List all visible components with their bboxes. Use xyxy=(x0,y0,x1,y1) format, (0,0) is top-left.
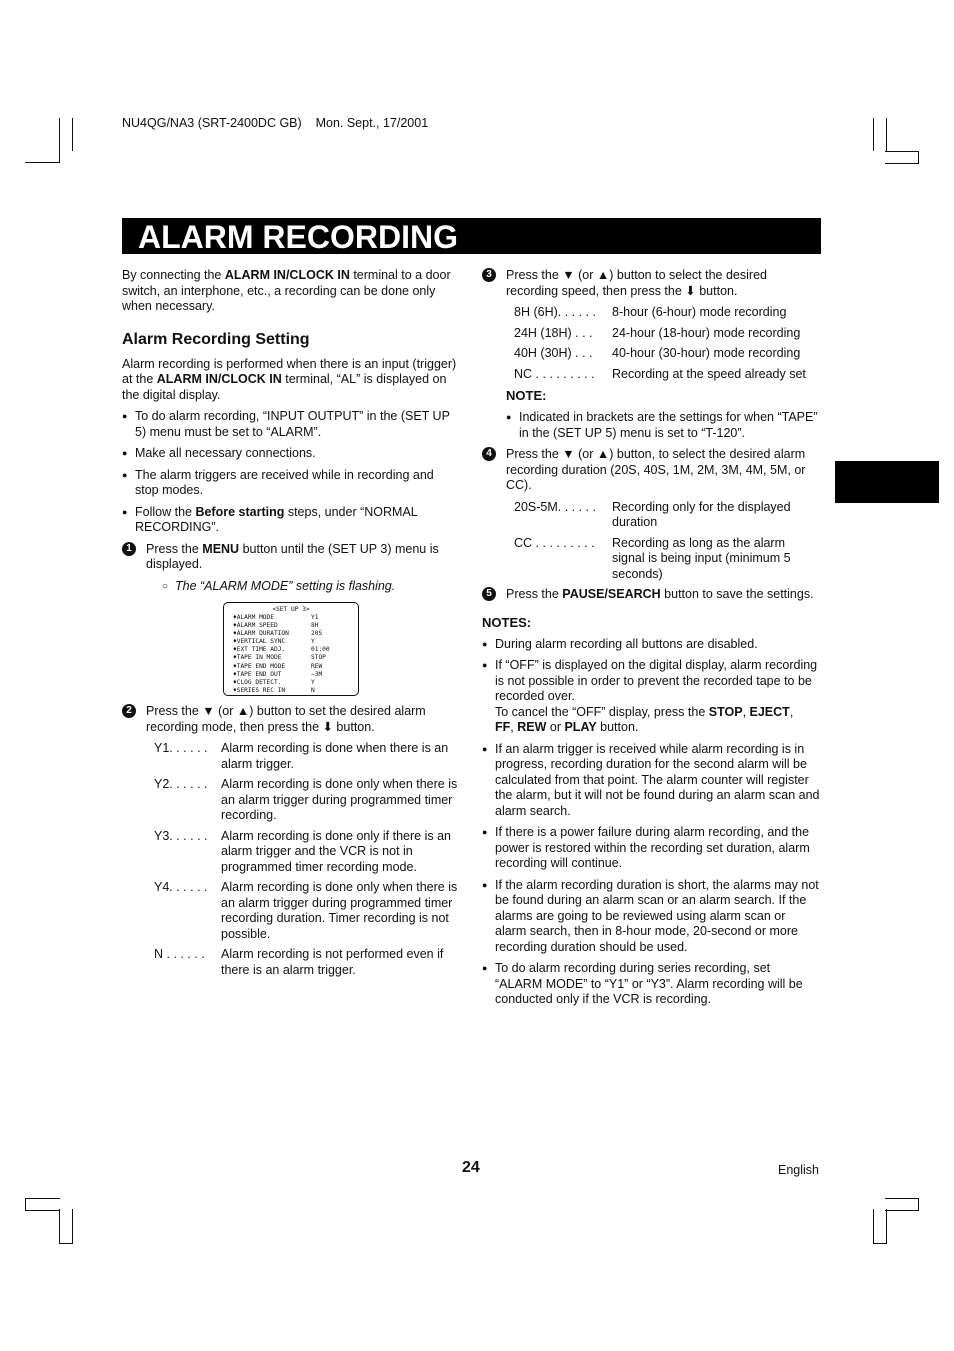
notes-item: ● If there is a power failure during alarm recording, and the power is restored within the recording set duration, alarm recording will continue. xyxy=(482,825,820,872)
mode-option: Y1. . . . . . Alarm recording is done when there is an alarm trigger. xyxy=(154,741,449,771)
left-column xyxy=(122,268,458,983)
menu-row: ♦VERTICAL SYNC Y xyxy=(233,638,315,646)
crop-mark-bottom-right xyxy=(885,1198,919,1211)
language-label: English xyxy=(778,1163,819,1177)
section-tab xyxy=(835,461,939,503)
page-number: 24 xyxy=(462,1159,480,1176)
crop-mark-bottom-right xyxy=(873,1209,887,1244)
menu-title: <SET UP 3> xyxy=(272,606,310,613)
step-number: 5 xyxy=(482,587,496,601)
crop-mark-top-right xyxy=(873,118,887,151)
speed-option: 40H (30H) . . . 40-hour (30-hour) mode recording xyxy=(514,346,801,360)
notes-item: ● If an alarm trigger is received while alarm recording is in progress, recording duration for the second alarm will be calculated from that point. The alarm counter will register the alarm, but it will not be found during an alarm scan and alarm search. xyxy=(482,742,820,820)
menu-row: ♦ALARM SPEED 8H xyxy=(233,622,319,630)
duration-option: CC . . . . . . . . . Recording as long as the alarm signal is being input (minimum 5 seconds) xyxy=(514,535,791,581)
step-1-note: ○ The “ALARM MODE” setting is flashing. xyxy=(162,579,458,595)
section-heading: Alarm Recording Setting xyxy=(122,330,310,348)
menu-row: ♦SERIES REC IN N xyxy=(233,686,315,694)
duration-option: 20S-5M. . . . . . Recording only for the displayed duration xyxy=(514,499,791,529)
step-1: 1 Press the MENU button until the (SET UP 3) menu is displayed. xyxy=(122,542,458,573)
notes-heading: NOTES: xyxy=(482,614,532,630)
mode-option: N . . . . . . Alarm recording is not performed even if there is an alarm trigger. xyxy=(154,947,444,977)
step-5: 5 Press the PAUSE/SEARCH button to save the settings. xyxy=(482,587,820,603)
mode-option: Y4. . . . . . Alarm recording is done only when there is an alarm trigger during programmed timer recording duration. Timer recording is not possible. xyxy=(154,880,458,941)
step-number: 2 xyxy=(122,704,136,718)
menu-row: ♦TAPE IN MODE STOP xyxy=(233,654,326,662)
crop-mark-bottom-left xyxy=(25,1198,60,1211)
mode-option: Y3. . . . . . Alarm recording is done only if there is an alarm trigger and the VCR is not in programmed timer recording mode. xyxy=(154,828,451,874)
menu-row: ♦CLOG DETECT. Y xyxy=(233,678,315,686)
note-heading: NOTE: xyxy=(506,388,547,403)
notes-item: ● If “OFF” is displayed on the digital display, alarm recording is not possible in order to prevent the recorded tape to be recorded over. To cancel the “OFF” display, press the STOP, EJECT, FF, REW or PLAY button. xyxy=(482,658,820,736)
note-item: ● Indicated in brackets are the settings for when “TAPE” in the (SET UP 5) menu is set to “T-120”. xyxy=(506,410,820,441)
prereq-item: ● Follow the Before starting steps, under “NORMAL RECORDING”. xyxy=(122,505,458,536)
notes-item: ● If the alarm recording duration is short, the alarms may not be found during an alarm scan or an alarm search. If the alarms are going to be reviewed using alarm scan or alarm search, then in 8-hour mode, 20-second or more recording duration should be used. xyxy=(482,878,820,956)
step-number: 3 xyxy=(482,268,496,282)
right-column xyxy=(482,268,820,1014)
menu-row: ♦EXT TIME ADJ. 01:00 xyxy=(233,646,330,654)
step-2: 2 Press the ▼ (or ▲) button to set the desired alarm recording mode, then press the ⬇ button. xyxy=(122,704,458,735)
step-4: 4 Press the ▼ (or ▲) button, to select the desired alarm recording duration (20S, 40S, 1M, 2M, 3M, 4M, 5M, or CC). xyxy=(482,447,820,494)
menu-row: ♦TAPE END OUT −3M xyxy=(233,670,323,678)
page-title-bar xyxy=(122,218,821,254)
menu-row: ♦ALARM DURATION 20S xyxy=(233,630,323,638)
prereq-item: ● Make all necessary connections. xyxy=(122,446,458,462)
mode-option: Y2. . . . . . Alarm recording is done only when there is an alarm trigger during programmed timer recording. xyxy=(154,777,458,822)
notes-item: ● To do alarm recording during series recording, set “ALARM MODE” to “Y1” or “Y3”. Alarm recording will be conducted only if the VCR is recording. xyxy=(482,961,820,1008)
prereq-item: ● To do alarm recording, “INPUT OUTPUT” in the (SET UP 5) menu must be set to “ALARM”. xyxy=(122,409,458,440)
menu-row: ♦ALARM MODE Y1 xyxy=(233,614,319,621)
speed-option: 24H (18H) . . . 24-hour (18-hour) mode recording xyxy=(514,325,801,340)
crop-mark-bottom-left xyxy=(59,1209,73,1244)
setup-menu-display xyxy=(223,602,359,696)
crop-mark-top-left xyxy=(59,118,73,151)
section-intro: Alarm recording is performed when there is an input (trigger) at the ALARM IN/CLOCK IN terminal, “AL” is displayed on the digital display. xyxy=(122,356,457,402)
step-number: 4 xyxy=(482,447,496,461)
notes-item: ● During alarm recording all buttons are disabled. xyxy=(482,637,820,653)
speed-option: NC . . . . . . . . . Recording at the speed already set xyxy=(514,366,806,381)
step-3: 3 Press the ▼ (or ▲) button to select the desired recording speed, then press the ⬇ button. xyxy=(482,268,820,299)
document-header: NU4QG/NA3 (SRT-2400DC GB) Mon. Sept., 17/2001 xyxy=(122,116,429,130)
page-title: ALARM RECORDING xyxy=(138,219,458,255)
menu-row: ♦TAPE END MODE REW xyxy=(233,662,323,670)
crop-mark-top-right xyxy=(885,151,919,164)
intro-paragraph: By connecting the ALARM IN/CLOCK IN terminal to a door switch, an interphone, etc., a recording can be done only when necessary. xyxy=(122,268,451,313)
prereq-item: ● The alarm triggers are received while in recording and stop modes. xyxy=(122,468,458,499)
step-number: 1 xyxy=(122,542,136,556)
speed-option: 8H (6H). . . . . . 8-hour (6-hour) mode recording xyxy=(514,305,787,319)
crop-mark-top-left xyxy=(25,118,60,163)
